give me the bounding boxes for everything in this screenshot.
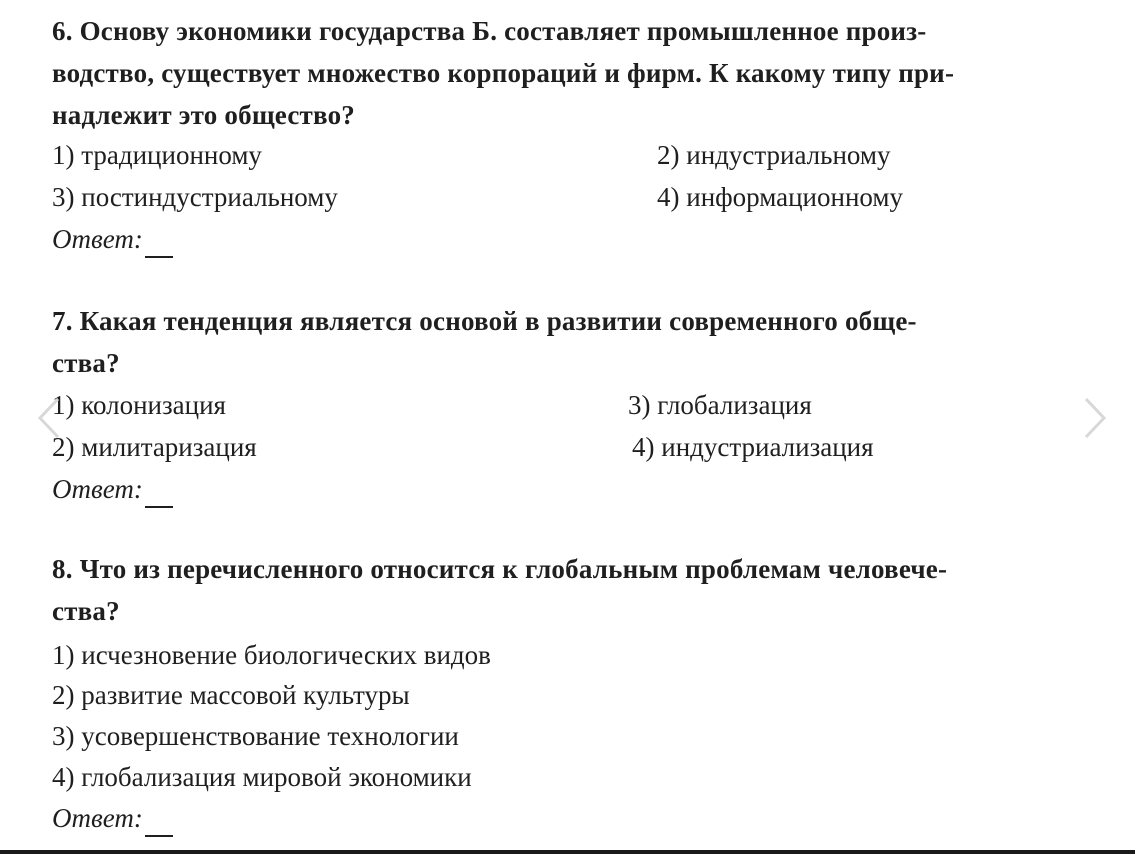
chevron-left-icon	[34, 396, 64, 440]
question-text-line: водство, существует множество корпораций и фирм. К какому типу при-	[52, 58, 955, 88]
answer-option: 3) постиндустриальному	[52, 182, 338, 212]
answer-option: 4) индустриализация	[632, 432, 874, 462]
answer-label: Ответ:	[52, 803, 143, 833]
question-text-line: ства?	[52, 596, 120, 626]
answer-option: 4) глобализация мировой экономики	[52, 762, 472, 792]
next-slide-button[interactable]	[1080, 396, 1110, 440]
question-text-line: 8. Что из перечисленного относится к глобальным проблемам человече-	[52, 554, 948, 584]
question-text-line: 7. Какая тенденция является основой в развитии современного обще-	[52, 306, 917, 336]
answer-blank	[145, 835, 173, 837]
answer-option: 1) исчезновение биологических видов	[52, 640, 491, 670]
question-text-line: надлежит это общество?	[52, 100, 355, 130]
answer-option: 3) усовершенствование технологии	[52, 721, 459, 751]
answer-field	[52, 224, 173, 255]
chevron-right-icon	[1080, 396, 1110, 440]
prev-slide-button[interactable]	[34, 396, 64, 440]
answer-option: 2) индустриальному	[657, 140, 891, 170]
answer-option: 1) традиционному	[52, 140, 262, 170]
answer-option: 3) глобализация	[628, 390, 812, 420]
answer-option: 1) колонизация	[52, 390, 226, 420]
answer-label: Ответ:	[52, 474, 143, 504]
answer-blank	[145, 256, 173, 258]
answer-field	[52, 803, 173, 834]
answer-label: Ответ:	[52, 224, 143, 254]
answer-field	[52, 474, 173, 505]
question-text-line: ства?	[52, 348, 120, 378]
question-text-line: 6. Основу экономики государства Б. составляет промышленное произ-	[52, 16, 927, 46]
bottom-divider	[0, 850, 1135, 854]
answer-option: 4) информационному	[657, 182, 903, 212]
answer-option: 2) развитие массовой культуры	[52, 680, 410, 710]
answer-option: 2) милитаризация	[52, 432, 257, 462]
answer-blank	[145, 506, 173, 508]
